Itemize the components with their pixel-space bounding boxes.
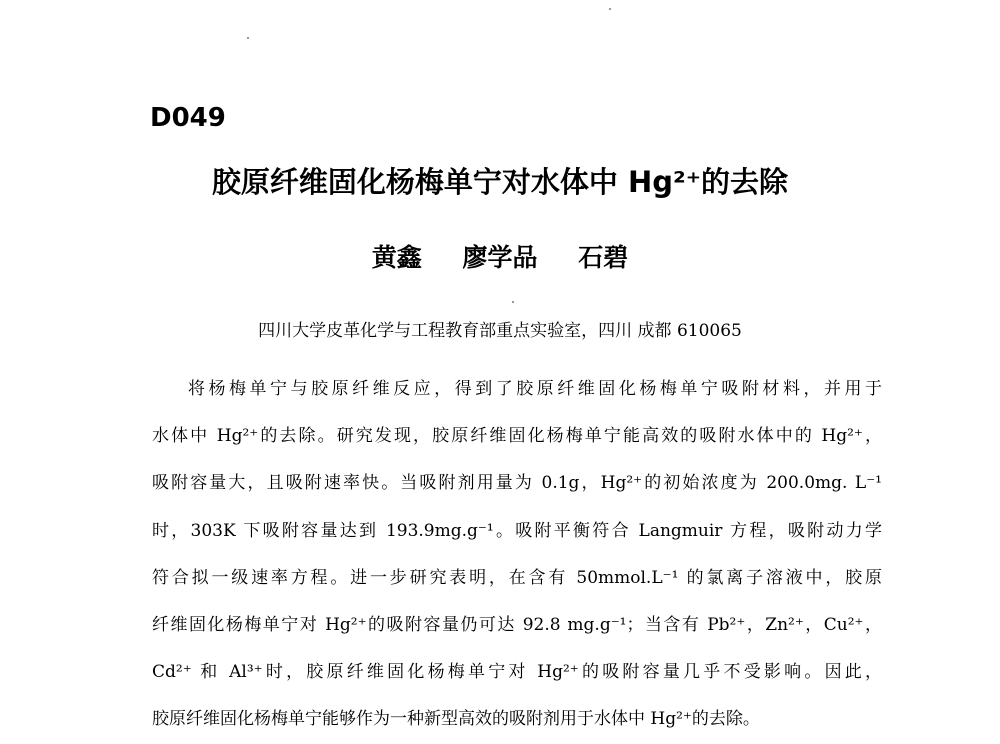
abstract-line: 时，303K 下吸附容量达到 193.9mg.g⁻¹。吸附平衡符合 Langmuir 方程，吸附动力学 — [152, 520, 882, 541]
author-list — [0, 238, 1000, 274]
abstract-line: 胶原纤维固化杨梅单宁能够作为一种新型高效的吸附剂用于水体中 Hg²⁺的去除。 — [152, 709, 760, 730]
abstract-line: 纤维固化杨梅单宁对 Hg²⁺的吸附容量仍可达 92.8 mg.g⁻¹；当含有 Pb²⁺，Zn²⁺，Cu²⁺， — [152, 614, 882, 635]
author-name: 黄鑫 — [371, 243, 422, 272]
abstract-line: Cd²⁺ 和 Al³⁺时，胶原纤维固化杨梅单宁对 Hg²⁺的吸附容量几乎不受影响。因此， — [152, 662, 882, 683]
abstract-body — [152, 366, 882, 744]
scan-speck — [609, 8, 611, 10]
abstract-line: 水体中 Hg²⁺的去除。研究发现，胶原纤维固化杨梅单宁能高效的吸附水体中的 Hg²⁺， — [152, 426, 882, 447]
paper-code: D049 — [150, 103, 226, 133]
abstract-line: 将杨梅单宁与胶原纤维反应，得到了胶原纤维固化杨梅单宁吸附材料，并用于 — [188, 379, 882, 399]
paper-title: 胶原纤维固化杨梅单宁对水体中 Hg²⁺的去除 — [211, 165, 789, 199]
abstract-line: 符合拟一级速率方程。进一步研究表明，在含有 50mmol.L⁻¹ 的氯离子溶液中，胶原 — [152, 567, 882, 588]
abstract-line: 吸附容量大，且吸附速率快。当吸附剂用量为 0.1g，Hg²⁺的初始浓度为 200.0mg. L⁻¹ — [152, 473, 882, 494]
scan-speck — [512, 301, 514, 303]
author-name: 石碧 — [578, 243, 629, 272]
affiliation: 四川大学皮革化学与工程教育部重点实验室，四川 成都 610065 — [258, 321, 742, 341]
author-name: 廖学品 — [462, 243, 538, 272]
scan-speck — [247, 37, 249, 39]
